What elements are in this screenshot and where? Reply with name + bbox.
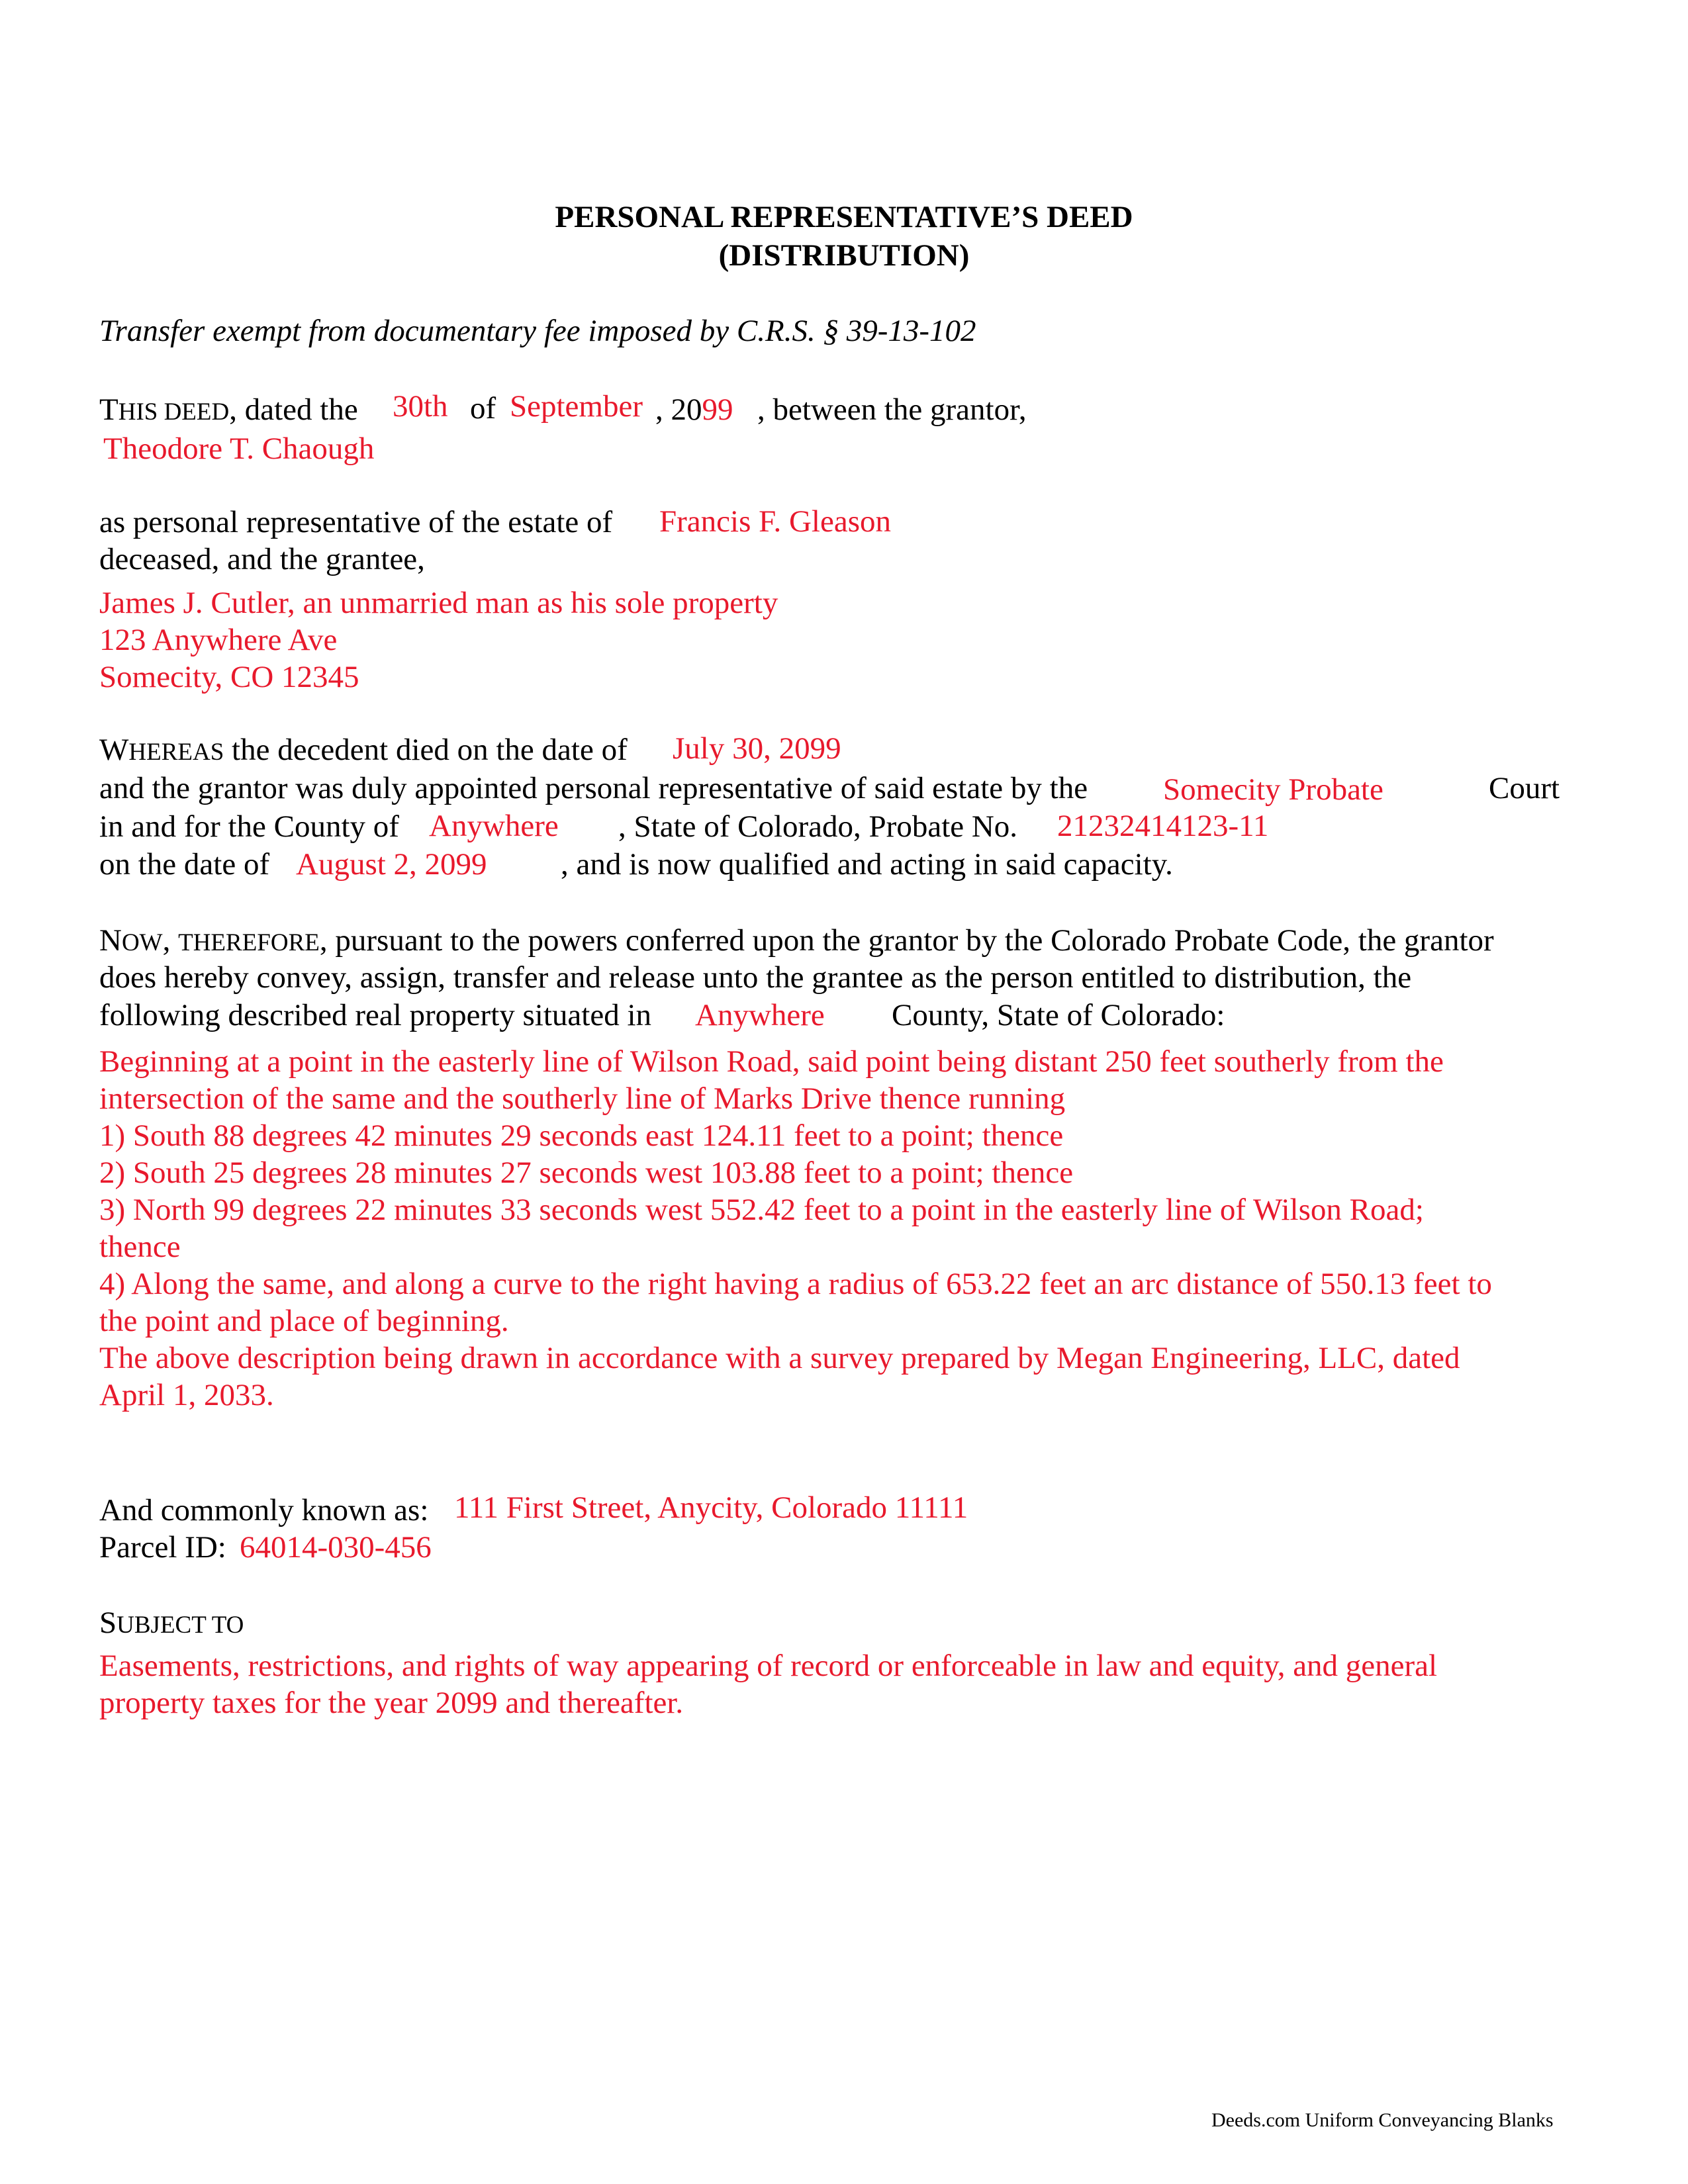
legal-description[interactable] bbox=[99, 1043, 1602, 1414]
court-name[interactable]: Somecity Probate bbox=[1163, 772, 1383, 807]
subject-line: Easements, restrictions, and rights of way appearing of record or enforceable in law and equity, and general bbox=[99, 1649, 1438, 1683]
died-label: the decedent died on the date of bbox=[232, 733, 628, 767]
deed-year bbox=[655, 391, 733, 428]
therefore-small: THEREFORE bbox=[178, 929, 320, 956]
county-pre-label: in and for the County of bbox=[99, 809, 399, 844]
legal-line: the point and place of beginning. bbox=[99, 1304, 509, 1338]
deed-day[interactable]: 30th bbox=[393, 389, 448, 424]
now-therefore-line1 bbox=[99, 922, 1494, 962]
between-label: , between the grantor, bbox=[757, 392, 1027, 427]
deed-year-prefix: , 20 bbox=[655, 392, 702, 427]
subject-to-heading bbox=[99, 1604, 244, 1644]
death-date[interactable]: July 30, 2099 bbox=[673, 731, 841, 766]
whereas-small: HEREAS bbox=[128, 739, 224, 766]
as-pr-label: as personal representative of the estate of bbox=[99, 505, 613, 539]
this-deed-lead bbox=[99, 391, 358, 431]
this-deed-small: HIS DEED bbox=[118, 398, 230, 426]
grantee-line: 123 Anywhere Ave bbox=[99, 623, 338, 657]
grantee-line: James J. Cutler, an unmarried man as his sole property bbox=[99, 586, 778, 620]
now-line1-rest: , pursuant to the powers conferred upon the grantor by the Colorado Probate Code, the grantor bbox=[319, 923, 1494, 958]
grantee-line: Somecity, CO 12345 bbox=[99, 660, 359, 694]
on-date-label: on the date of bbox=[99, 847, 270, 882]
subject-big: S bbox=[99, 1606, 117, 1640]
appointment-date[interactable]: August 2, 2099 bbox=[296, 847, 487, 882]
grantee-block[interactable] bbox=[99, 584, 1602, 696]
document-title: PERSONAL REPRESENTATIVE’S DEED bbox=[555, 200, 1133, 234]
now-big: N bbox=[99, 923, 122, 958]
whereas-lead bbox=[99, 731, 628, 771]
probate-number[interactable]: 21232414123-11 bbox=[1057, 809, 1269, 843]
grantor-name[interactable]: Theodore T. Chaough bbox=[103, 432, 375, 466]
subject-to-block[interactable] bbox=[99, 1647, 1602, 1721]
legal-line: The above description being drawn in accordance with a survey prepared by Megan Engineering, LLC, dated bbox=[99, 1341, 1460, 1375]
legal-line: thence bbox=[99, 1230, 181, 1264]
parcel-id[interactable]: 64014-030-456 bbox=[240, 1530, 432, 1565]
subject-small: UBJECT TO bbox=[117, 1612, 244, 1639]
legal-line: 2) South 25 degrees 28 minutes 27 seconds west 103.88 feet to a point; thence bbox=[99, 1156, 1074, 1190]
footer-credit: Deeds.com Uniform Conveyancing Blanks bbox=[1211, 2109, 1554, 2131]
now-small: OW bbox=[121, 929, 163, 956]
legal-line: 4) Along the same, and along a curve to the right having a radius of 653.22 feet an arc distance of 550.13 feet to bbox=[99, 1267, 1492, 1301]
now-therefore-line3: following described real property situated in bbox=[99, 998, 651, 1032]
dated-the-label: , dated the bbox=[229, 392, 358, 427]
now-comma: , bbox=[162, 923, 171, 958]
parcel-label: Parcel ID: bbox=[99, 1530, 226, 1565]
legal-line: 3) North 99 degrees 22 minutes 33 seconds west 552.42 feet to a point in the easterly line of Wilson Road; bbox=[99, 1193, 1424, 1227]
of-label: of bbox=[470, 391, 496, 426]
legal-line: 1) South 88 degrees 42 minutes 29 seconds east 124.11 feet to a point; thence bbox=[99, 1118, 1064, 1153]
legal-line: April 1, 2033. bbox=[99, 1378, 274, 1412]
known-as-label: And commonly known as: bbox=[99, 1493, 429, 1527]
subject-line: property taxes for the year 2099 and thereafter. bbox=[99, 1686, 684, 1720]
state-probate-label: , State of Colorado, Probate No. bbox=[618, 809, 1018, 844]
deceased-label: deceased, and the grantee, bbox=[99, 542, 425, 576]
document-subtitle: (DISTRIBUTION) bbox=[718, 238, 970, 273]
known-address[interactable]: 111 First Street, Anycity, Colorado 11111 bbox=[454, 1490, 968, 1525]
legal-line: Beginning at a point in the easterly line of Wilson Road, said point being distant 250 feet southerly from the bbox=[99, 1044, 1444, 1079]
appointed-label: and the grantor was duly appointed personal representative of said estate by the bbox=[99, 771, 1088, 805]
property-county[interactable]: Anywhere bbox=[695, 998, 825, 1032]
county-name[interactable]: Anywhere bbox=[429, 809, 559, 843]
decedent-name[interactable]: Francis F. Gleason bbox=[659, 504, 891, 539]
court-label: Court bbox=[1489, 771, 1560, 805]
county-state-label: County, State of Colorado: bbox=[892, 998, 1225, 1032]
this-deed-big: T bbox=[99, 392, 118, 427]
deed-month[interactable]: September bbox=[510, 389, 643, 424]
now-therefore-line2: does hereby convey, assign, transfer and release unto the grantee as the person entitled to distribution, the bbox=[99, 960, 1412, 995]
exemption-note: Transfer exempt from documentary fee imposed by C.R.S. § 39-13-102 bbox=[99, 314, 976, 348]
legal-line: intersection of the same and the southerly line of Marks Drive thence running bbox=[99, 1081, 1066, 1116]
whereas-big: W bbox=[99, 733, 129, 767]
deed-year-suffix[interactable]: 99 bbox=[702, 392, 733, 427]
qualified-label: , and is now qualified and acting in said capacity. bbox=[561, 847, 1173, 882]
